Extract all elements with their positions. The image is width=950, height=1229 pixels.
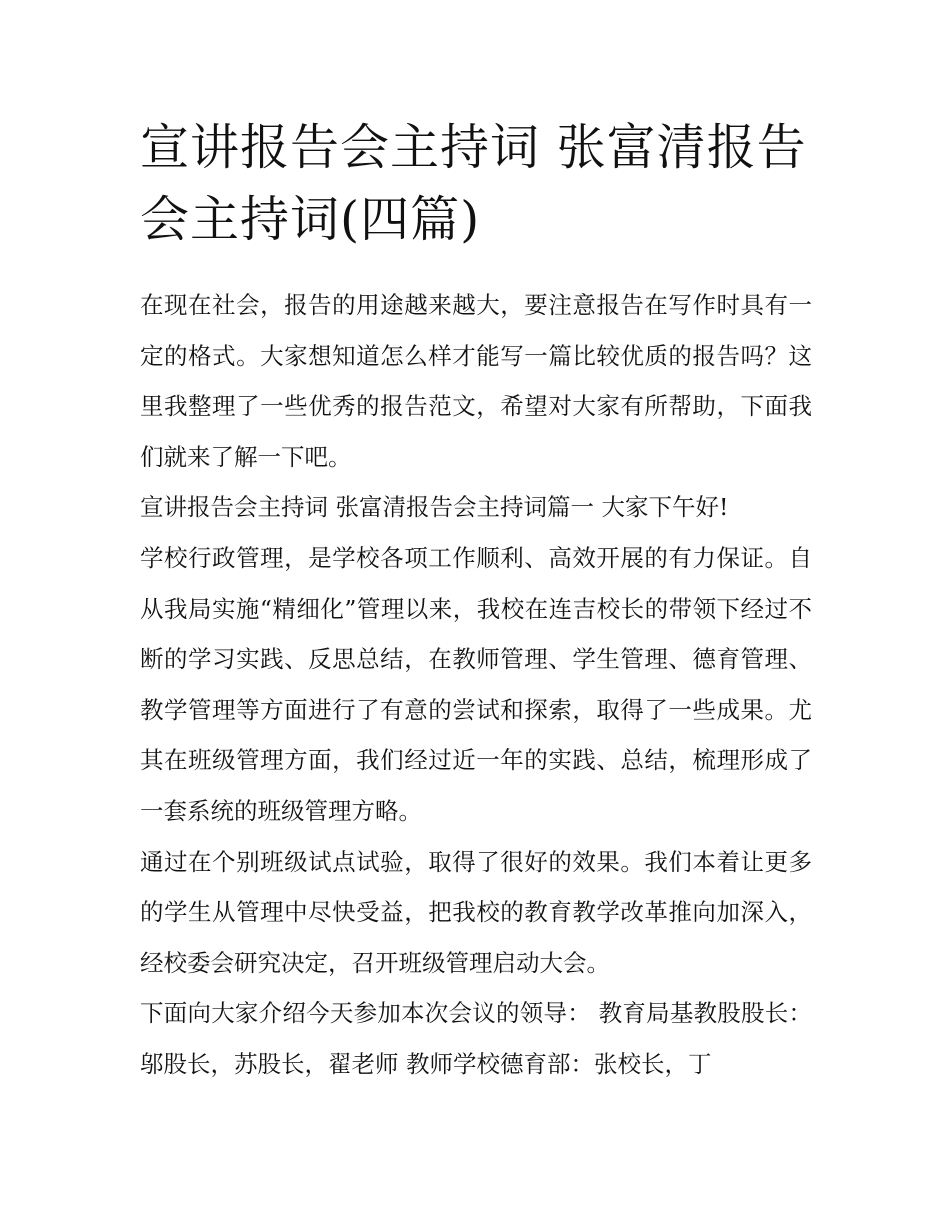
paragraph-intro: 在现在社会，报告的用途越来越大，要注意报告在写作时具有一定的格式。大家想知道怎么样才能写一篇比较优质的报告吗？这里我整理了一些优秀的报告范文，希望对大家有所帮助，下面我们就来了解一下吧。 (140, 291, 812, 471)
document-body (140, 280, 812, 1090)
paragraph-greeting: 宣讲报告会主持词 张富清报告会主持词篇一 大家下午好! (140, 493, 729, 522)
paragraph-leaders: 下面向大家介绍今天参加本次会议的领导： 教育局基教股股长：邬股长，苏股长，翟老师 教师学校德育部：张校长，丁 (140, 999, 812, 1078)
paragraph-management: 学校行政管理，是学校各项工作顺利、高效开展的有力保证。自从我局实施“精细化”管理以来，我校在连吉校长的带领下经过不断的学习实践、反思总结，在教师管理、学生管理、德育管理、教学管理等方面进行了有意的尝试和探索，取得了一些成果。尤其在班级管理方面，我们经过近一年的实践、总结，梳理形成了一套系统的班级管理方略。 (140, 543, 812, 825)
document-title: 宣讲报告会主持词 张富清报告会主持词(四篇) (140, 119, 807, 248)
paragraph-trial: 通过在个别班级试点试验，取得了很好的效果。我们本着让更多的学生从管理中尽快受益，把我校的教育教学改革推向加深入，经校委会研究决定，召开班级管理启动大会。 (140, 847, 812, 977)
